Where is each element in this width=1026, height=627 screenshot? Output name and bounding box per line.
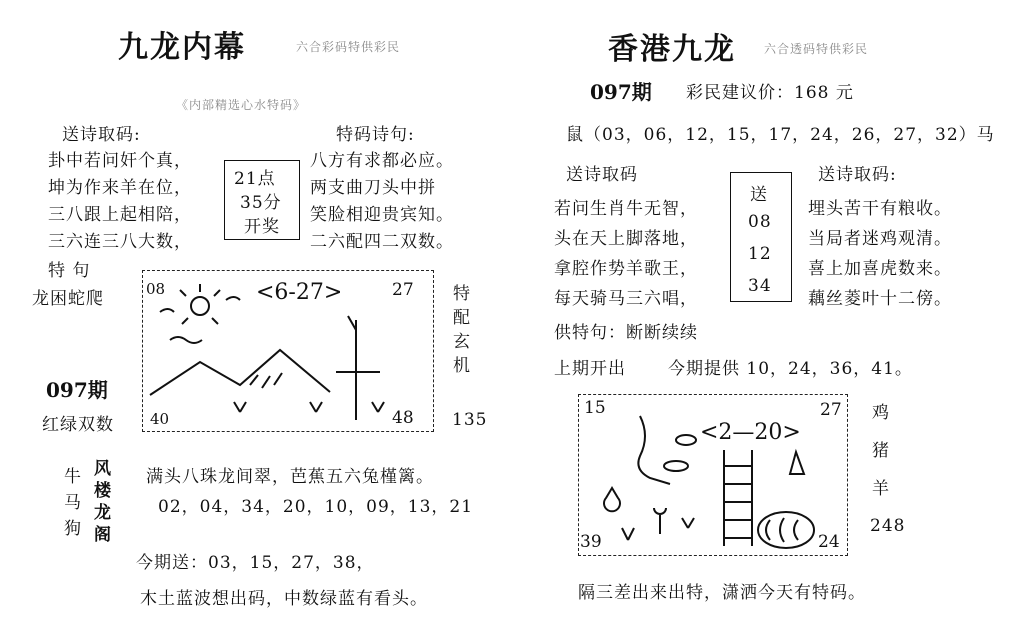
special-match-vertical: 特配玄机	[453, 284, 471, 376]
draw-time-hour: 21点	[234, 169, 276, 189]
side-zodiac-rooster: 鸡	[872, 403, 890, 423]
special-poem-line-3: 笑脸相迎贵宾知。	[310, 205, 454, 225]
right-poem-label-left: 送诗取码	[566, 165, 638, 185]
right-title-sub: 六合透码特供彩民	[764, 42, 869, 56]
left-title: 九龙内幕	[118, 30, 246, 65]
provide-numbers: 今期提供 10，24，36，41。	[668, 359, 913, 379]
right-pic-topright-number: 27	[820, 400, 842, 420]
left-pic-topright-number: 27	[392, 280, 414, 300]
special-phrase: 龙困蛇爬	[32, 289, 104, 309]
left-numbers: 02，04，34，20，10，09，13，21	[158, 497, 474, 517]
zodiac-number-line: 鼠（03，06，12，15，17，24，26，27，32）马	[566, 125, 995, 145]
feng-char-1: 风	[94, 459, 111, 479]
left-issue: 097期	[46, 378, 108, 402]
right-poem-right-line-3: 喜上加喜虎数来。	[808, 259, 952, 279]
right-pic-topleft-number: 15	[584, 398, 606, 418]
red-green-label: 红绿双数	[42, 415, 114, 435]
suggested-price: 彩民建议价：168 元	[686, 83, 854, 103]
feng-char-4: 阁	[94, 525, 111, 545]
right-issue: 097期	[590, 80, 652, 104]
left-subtitle: 《内部精选心水特码》	[176, 98, 307, 112]
left-pic-bottomleft-number: 40	[150, 410, 170, 428]
send-box-label: 送	[750, 185, 768, 205]
right-poem-left-line-4: 每天骑马三六唱，	[554, 289, 698, 309]
right-pic-bottomleft-number: 39	[580, 532, 602, 552]
side-zodiac-goat: 羊	[872, 479, 890, 499]
left-verse: 满头八珠龙间翠，芭蕉五六兔槿篱。	[146, 467, 434, 487]
left-title-sub: 六合彩码特供彩民	[296, 40, 401, 54]
left-poem-line-2: 坤为作来羊在位，	[48, 178, 192, 198]
left-poem-line-1: 卦中若问奸个真，	[48, 151, 192, 171]
right-poem-right-line-4: 藕丝菱叶十二傍。	[808, 289, 952, 309]
left-pic-topleft-number: 08	[146, 280, 166, 298]
last-issue-label: 上期开出	[554, 359, 626, 379]
right-poem-left-line-3: 拿腔作势羊歌王，	[554, 259, 698, 279]
zodiac-ox: 牛	[64, 467, 82, 487]
special-match-number: 135	[452, 410, 488, 430]
left-poem-line-4: 三六连三八大数，	[48, 232, 192, 252]
draw-time-label: 开奖	[244, 217, 280, 237]
left-pic-bottomright-number: 48	[392, 408, 414, 428]
special-poem-line-1: 八方有求都必应。	[310, 151, 454, 171]
right-poem-left-line-2: 头在天上脚落地，	[554, 229, 698, 249]
right-poem-right-line-2: 当局者迷鸡观清。	[808, 229, 952, 249]
right-poem-left-line-1: 若问生肖牛无智，	[554, 199, 698, 219]
feng-char-2: 楼	[94, 481, 111, 501]
send-box-number-2: 12	[748, 244, 772, 264]
today-send: 今期送：03，15，27，38，	[136, 553, 375, 573]
right-pic-code: <2—20>	[700, 420, 801, 445]
special-phrase-label: 特 句	[48, 261, 91, 281]
right-title: 香港九龙	[608, 32, 736, 67]
right-poem-label-right: 送诗取码:	[818, 165, 897, 185]
special-poem-line-2: 两支曲刀头中拼	[310, 178, 436, 198]
right-special-phrase: 供特句：断断续续	[554, 323, 698, 343]
special-poem-line-4: 二六配四二双数。	[310, 232, 454, 252]
left-poem-label: 送诗取码:	[62, 125, 141, 145]
left-poem-line-3: 三八跟上起相陪，	[48, 205, 192, 225]
draw-time-minute: 35分	[240, 193, 282, 213]
feng-char-3: 龙	[94, 503, 111, 523]
right-pic-bottomright-number: 24	[818, 532, 840, 552]
side-zodiac-pig: 猪	[872, 441, 890, 461]
special-poem-label: 特码诗句:	[336, 125, 415, 145]
send-box-number-3: 34	[748, 276, 772, 296]
right-poem-right-line-1: 埋头苦干有粮收。	[808, 199, 952, 219]
side-number: 248	[870, 516, 906, 536]
left-pic-code: <6-27>	[256, 280, 343, 305]
zodiac-horse: 马	[64, 493, 82, 513]
left-footer: 木土蓝波想出码，中数绿蓝有看头。	[140, 589, 428, 609]
send-box-number-1: 08	[748, 212, 772, 232]
zodiac-dog: 狗	[64, 519, 82, 539]
right-footer: 隔三差出来出特，潇洒今天有特码。	[578, 583, 866, 603]
